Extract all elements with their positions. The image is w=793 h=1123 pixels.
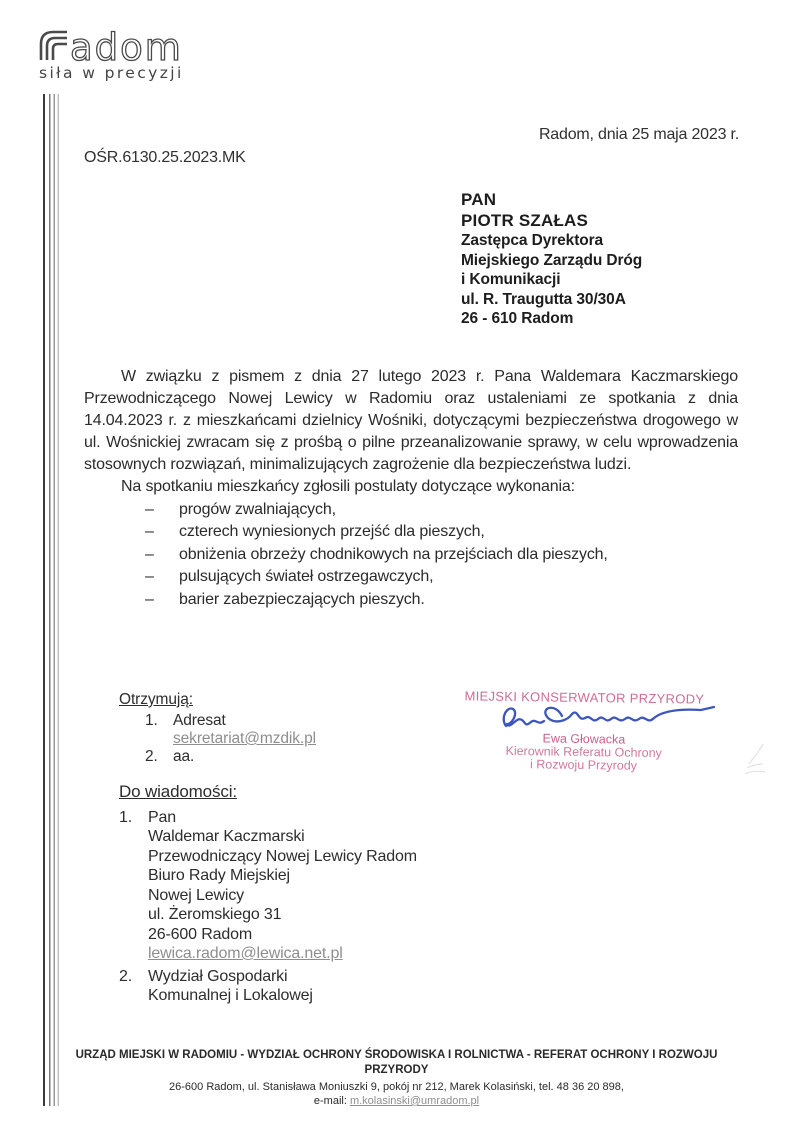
addressee-line: 26 - 610 Radom xyxy=(461,310,574,327)
dash-marker: – xyxy=(145,590,154,608)
dash-marker: – xyxy=(145,545,154,563)
stamp-title: MIEJSKI KONSERWATOR PRZYRODY xyxy=(464,688,705,707)
cc-heading: Do wiadomości: xyxy=(119,782,237,801)
recipient-item xyxy=(119,748,316,766)
radom-logo xyxy=(34,18,204,87)
smudge-artifact xyxy=(735,738,777,780)
stamp-role-line: i Rozwoju Przyrody xyxy=(529,756,638,773)
cc-line: Biuro Rady Miejskiej xyxy=(148,867,290,884)
cc-block xyxy=(119,782,417,1006)
cc-item xyxy=(119,808,417,828)
cc-line: Pan xyxy=(148,808,177,826)
addressee-line: PIOTR SZAŁAS xyxy=(461,211,589,230)
body-paragraph-2: Na spotkaniu mieszkańcy zgłosili postulaty dotyczące wykonania: xyxy=(121,478,575,495)
list-item-text: obniżenia obrzeży chodnikowych na przejściach dla pieszych, xyxy=(179,545,608,563)
item-number: 1. xyxy=(119,808,133,826)
cc-line: Waldemar Kaczmarski xyxy=(148,828,305,845)
list-item xyxy=(84,544,738,566)
email-link-lewica[interactable]: lewica.radom@lewica.net.pl xyxy=(148,945,343,962)
cc-item xyxy=(119,967,417,987)
stamp-role-line: Kierownik Referatu Ochrony xyxy=(505,743,662,761)
signature-scribble-icon xyxy=(498,700,718,738)
recipient-item xyxy=(119,712,316,730)
logo-wordmark-text: adom xyxy=(70,26,183,69)
list-item-text: progów zwalniających, xyxy=(179,501,336,518)
dash-marker: – xyxy=(145,501,154,518)
recipient-email-line xyxy=(119,730,316,748)
cc-line: Wydział Gospodarki xyxy=(148,967,288,985)
logo-tagline: siła w precyzji xyxy=(39,64,184,82)
cc-line: 26-600 Radom xyxy=(148,925,253,943)
recipient-text: aa. xyxy=(173,748,195,765)
scan-stripes-artifact xyxy=(43,94,62,1106)
addressee-line: Zastępca Dyrektora xyxy=(461,232,604,249)
list-item-text: czterech wyniesionych przejść dla pieszych, xyxy=(179,523,485,541)
list-item-text: barier zabezpieczających pieszych. xyxy=(179,590,425,608)
dash-marker: – xyxy=(145,568,154,586)
radom-logo-icon xyxy=(34,18,204,82)
reference-number: OŚR.6130.25.2023.MK xyxy=(84,149,246,166)
email-link-umradom[interactable]: m.kolasinski@umradom.pl xyxy=(349,1095,480,1107)
dash-marker: – xyxy=(145,523,154,541)
recipient-text: Adresat xyxy=(173,712,226,729)
cc-line: Przewodniczący Nowej Lewicy Radom xyxy=(148,847,417,865)
footer-address-line: 26-600 Radom, ul. Stanisława Moniuszki 9, pokój nr 212, Marek Kolasiński, tel. 48 36 20 898, xyxy=(169,1081,624,1093)
list-item xyxy=(84,521,738,543)
letter-footer xyxy=(75,1048,719,1108)
addressee-line: ul. R. Traugutta 30/30A xyxy=(461,290,626,308)
requests-list xyxy=(84,499,738,611)
footer-office-line: URZĄD MIEJSKI W RADOMIU - WYDZIAŁ OCHRONY ŚRODOWISKA I ROLNICTWA - REFERAT OCHRONY I ROZWOJU PRZYRODY xyxy=(75,1049,718,1076)
item-number: 2. xyxy=(145,748,158,765)
addressee-block xyxy=(461,189,642,329)
list-item xyxy=(84,566,738,588)
date-line: Radom, dnia 25 maja 2023 r. xyxy=(538,126,739,143)
letter-body xyxy=(84,366,738,611)
item-number: 2. xyxy=(119,967,133,985)
cc-line: Komunalnej i Lokalowej xyxy=(148,987,313,1004)
cc-line: ul. Żeromskiego 31 xyxy=(148,906,282,923)
body-paragraph-1: W związku z pismem z dnia 27 lutego 2023 r. Pana Waldemara Kaczmarskiego Przewodniczącego Nowej Lewicy w Radomiu oraz ustaleniami ze spotkania z dnia 14.04.2023 r. z mieszkańcami dzielnicy Wośniki, dotyczącymi bezpieczeństwa drogowego w ul. Wośnickiej zwracam się z prośbą o pilne przeanalizowanie sprawy, w celu wprowadzenia stosownych rozwiązań, minimalizujących zagrożenie dla bezpieczeństwa ludzi. xyxy=(84,368,738,473)
recipients-block xyxy=(119,691,316,766)
footer-email-line xyxy=(75,1094,719,1108)
email-link-mzdik[interactable]: sekretariat@mzdik.pl xyxy=(173,730,316,747)
recipients-heading: Otrzymują: xyxy=(119,691,193,708)
cc-line: Nowej Lewicy xyxy=(148,886,245,904)
stamp-name: Ewa Głowacka xyxy=(542,731,626,747)
addressee-line: Miejskiego Zarządu Dróg xyxy=(461,251,643,269)
item-number: 1. xyxy=(145,712,158,729)
footer-email-prefix: e-mail: xyxy=(313,1095,350,1107)
list-item xyxy=(84,499,738,521)
list-item xyxy=(84,589,738,611)
addressee-line: PAN xyxy=(461,190,497,209)
addressee-line: i Komunikacji xyxy=(461,271,561,288)
list-item-text: pulsujących świateł ostrzegawczych, xyxy=(179,568,434,586)
